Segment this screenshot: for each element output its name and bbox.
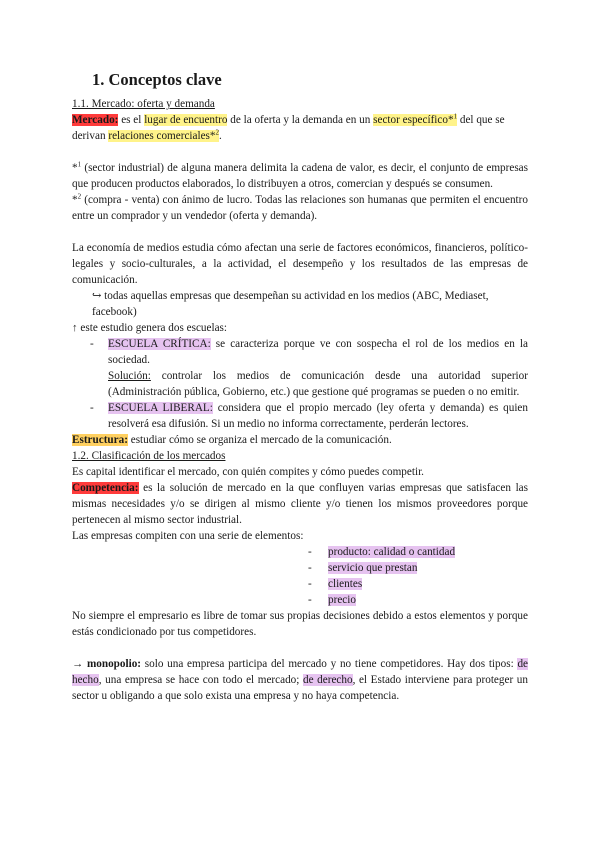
list-item-escuela-critica: - ESCUELA CRÍTICA: se caracteriza porque ve con sospecha el rol de los medios en la sociedad. Solución: controlar los medios de comunicación desde una autoridad superior (Administración pública, Gobierno, etc.) que gestione qué programas se pueden o no emitir.: [90, 338, 528, 398]
term-estructura: Estructura:: [72, 434, 128, 446]
elementos-list: [72, 544, 528, 608]
escuelas-intro: ↑ este estudio genera dos escuelas:: [72, 322, 228, 334]
list-item-servicio: - servicio que prestan: [308, 562, 418, 574]
label-escuela-liberal: ESCUELA LIBERAL:: [108, 402, 213, 414]
highlight-lugar-encuentro: lugar de encuentro: [144, 114, 228, 126]
empresas-medios-note: ↪ todas aquellas empresas que desempeñan su actividad en los medios (ABC, Mediaset, facebook): [92, 290, 489, 318]
highlight-sector-especifico: sector específico*$^1$: [373, 112, 458, 126]
elementos-intro: Las empresas compiten con una serie de elementos:: [72, 530, 304, 542]
list-item-escuela-liberal: - ESCUELA LIBERAL: considera que el propio mercado (ley oferta y demanda) es quien resolverá esa difusión. Si un medio no informa correctamente, perderán lectores.: [90, 402, 528, 430]
footnote-2: *$^2$ (compra - venta) con ánimo de lucro. Todas las relaciones son humanas que permiten el encuentro entre un comprador y un vendedor (oferta y demanda).: [72, 192, 528, 222]
document-content: [72, 70, 528, 704]
term-competencia: Competencia:: [72, 482, 139, 494]
subsection-heading-clasificacion: 1.2. Clasificación de los mercados: [72, 450, 226, 462]
term-mercado: Mercado:: [72, 114, 119, 126]
empresario-paragraph: No siempre el empresario es libre de tomar sus propias decisiones debido a estos elementos y porque estás condicionado por tus competidores.: [72, 610, 528, 638]
highlight-de-derecho: de derecho: [302, 674, 353, 686]
highlight-relaciones-comerciales: relaciones comerciales*$^2$: [108, 128, 219, 142]
mercado-definition: Mercado: es el lugar de encuentro de la oferta y la demanda en un sector específico*$^1$ del que se derivan relaciones comerciales*$^2$.: [72, 112, 505, 142]
list-item-producto: - producto: calidad o cantidad: [308, 546, 456, 558]
list-item-precio: - precio: [308, 594, 356, 606]
economia-medios-paragraph: La economía de medios estudia cómo afectan una serie de factores económicos, financieros, político-legales y socio-culturales, a la actividad, el desempeño y los resultados de las empresas de comunicación.: [72, 242, 528, 286]
section-title: 1. Conceptos clave: [92, 70, 222, 89]
list-item-clientes: - clientes: [308, 578, 363, 590]
competencia-definition: Competencia: es la solución de mercado en la que confluyen varias empresas que satisfacen las mismas necesidades y/o se dirigen al mismo cliente y/o tienen los mismos proveedores porque pertenecen al mismo sector industrial.: [72, 482, 528, 526]
monopolio-paragraph: → monopolio: solo una empresa participa del mercado y no tiene competidores. Hay dos tipos: de hecho, una empresa se hace con todo el mercado; de derecho, el Estado interviene para proteger un sector u obligando a que solo exista una empresa y no haya competencia.: [72, 658, 528, 702]
subsection-heading-mercado: 1.1. Mercado: oferta y demanda: [72, 98, 215, 110]
up-arrow-icon: ↑: [72, 322, 78, 334]
term-monopolio: monopolio:: [86, 658, 142, 670]
footnote-1: *$^1$ (sector industrial) de alguna manera delimita la cadena de valor, es decir, el conjunto de empresas que producen productos elaborados, lo distribuyen a otros, comercian y después se consumen.: [72, 160, 528, 190]
curved-arrow-icon: ↪: [92, 290, 102, 302]
right-arrow-icon: →: [72, 658, 87, 670]
estructura-definition: Estructura: estudiar cómo se organiza el mercado de la comunicación.: [72, 434, 392, 446]
label-escuela-critica: ESCUELA CRÍTICA:: [108, 338, 211, 350]
clasificacion-intro: Es capital identificar el mercado, con quién compites y cómo puedes competir.: [72, 466, 424, 478]
highlight-de-hecho: de hecho: [72, 658, 528, 686]
escuelas-list: [72, 336, 528, 432]
solucion-text: Solución: controlar los medios de comunicación desde una autoridad superior (Administración pública, Gobierno, etc.) que gestione qué programas se pueden o no emitir.: [108, 370, 528, 398]
